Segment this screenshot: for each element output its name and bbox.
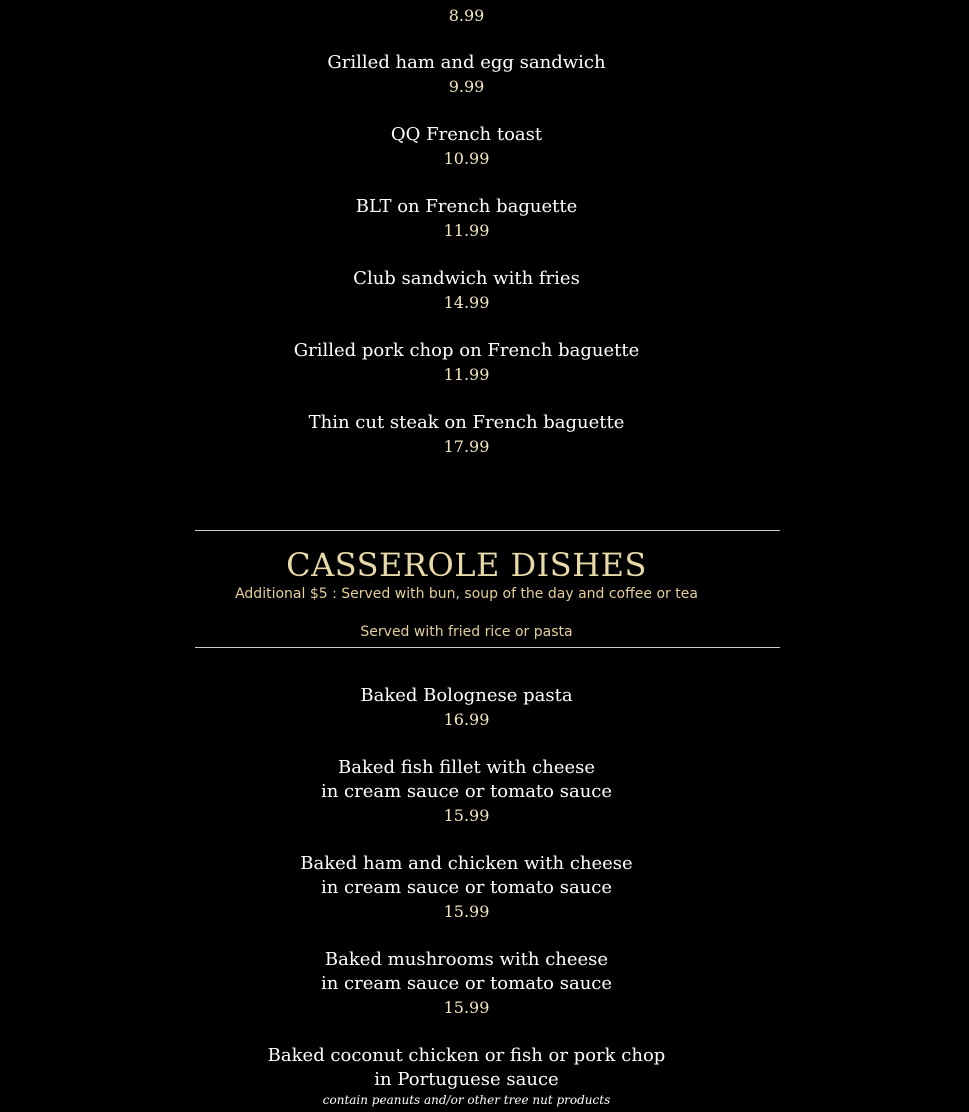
menu-item: [0, 684, 933, 732]
menu-item: [0, 123, 933, 171]
item-name: Grilled ham and egg sandwich: [327, 52, 606, 73]
menu-item: [0, 51, 933, 99]
section-served-with: Served with fried rice or pasta: [360, 624, 573, 640]
item-name: Baked Bolognese pasta: [360, 685, 573, 706]
item-price: 11.99: [443, 365, 490, 384]
section-divider-bottom: [195, 647, 780, 648]
item-price: 10.99: [443, 149, 490, 168]
menu-item: [0, 756, 933, 828]
item-name: Thin cut steak on French baguette: [308, 412, 625, 433]
item-name: Grilled pork chop on French baguette: [293, 340, 640, 361]
menu-item-partial: [0, 4, 933, 28]
item-price: 15.99: [443, 998, 490, 1017]
item-name: QQ French toast: [390, 124, 543, 145]
allergen-note: contain peanuts and/or other tree nut products: [322, 1093, 611, 1107]
menu-item: [0, 267, 933, 315]
item-name-line-2: in cream sauce or tomato sauce: [320, 781, 613, 802]
item-name: Baked ham and chicken with cheese: [300, 853, 633, 874]
section-subtitle: Additional $5 : Served with bun, soup of the day and coffee or tea: [235, 586, 698, 602]
item-price: 9.99: [448, 77, 485, 96]
item-price: 8.99: [448, 6, 485, 25]
item-price: 14.99: [443, 293, 490, 312]
item-name: BLT on French baguette: [355, 196, 578, 217]
menu-item: [0, 339, 933, 387]
item-name: Baked coconut chicken or fish or pork chop: [267, 1045, 666, 1066]
item-price: 16.99: [443, 710, 490, 729]
item-price: 15.99: [443, 806, 490, 825]
section-title: CASSEROLE DISHES: [286, 546, 647, 584]
item-name-line-2: in cream sauce or tomato sauce: [320, 973, 613, 994]
menu-item: [0, 1044, 933, 1108]
menu-item: [0, 852, 933, 924]
item-price: 17.99: [443, 437, 490, 456]
item-name-line-2: in cream sauce or tomato sauce: [320, 877, 613, 898]
section-divider-top: [195, 530, 780, 531]
item-name: Baked mushrooms with cheese: [324, 949, 609, 970]
item-price: 15.99: [443, 902, 490, 921]
item-price: 11.99: [443, 221, 490, 240]
item-name-line-2: in Portuguese sauce: [374, 1069, 559, 1090]
menu-item: [0, 195, 933, 243]
menu-item: [0, 948, 933, 1020]
item-name: Baked fish fillet with cheese: [337, 757, 596, 778]
item-name: Club sandwich with fries: [353, 268, 580, 289]
menu-item: [0, 411, 933, 459]
